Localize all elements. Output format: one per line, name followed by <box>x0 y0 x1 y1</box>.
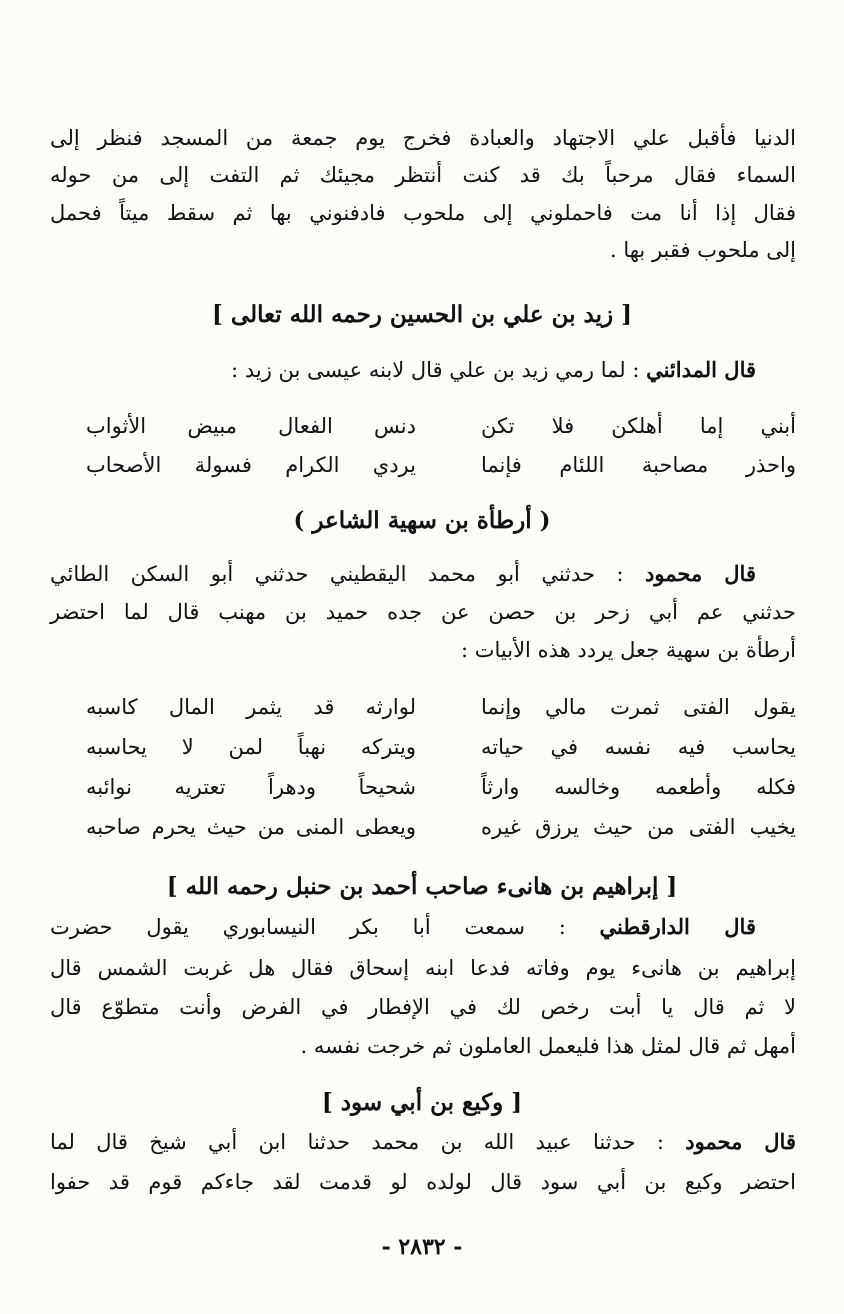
text-line: أرطأة بن سهية جعل يردد هذه الأبيات : <box>460 638 796 662</box>
text-line: إبراهيم بن هانىء يوم وفاته فدعا ابنه إسحاق فقال هل غربت الشمس قال <box>50 956 796 980</box>
verse-second-hemistich: ويعطى المنى من حيث يحرم صاحبه <box>86 815 416 839</box>
verse-line <box>50 769 796 805</box>
verse-line <box>50 689 796 725</box>
intro-text: : حدثني أبو محمد اليقطيني حدثني أبو السكن الطائي <box>50 562 646 586</box>
section-intro <box>50 1125 796 1159</box>
page-number: - ٢٨٣٢ - <box>381 1234 463 1260</box>
verse-line <box>50 447 796 483</box>
narrator-name: قال المدائني <box>646 357 756 382</box>
text-line: إلى ملحوب فقبر بها . <box>610 238 796 262</box>
verse-second-hemistich: ويتركه نهباً لمن لا يحاسبه <box>86 735 416 759</box>
verse-second-hemistich: لوارثه قد يثمر المال كاسبه <box>86 695 416 719</box>
text-line: فقال إذا أنا مت فاحملوني إلى ملحوب فادفنوني بها ثم سقط ميتاً فحمل <box>50 201 796 225</box>
verse-second-hemistich: شحيحاً ودهراً تعتريه نوائبه <box>86 775 416 799</box>
verse-first-hemistich: يخيب الفتى من حيث يرزق غيره <box>481 815 796 839</box>
narrator-name: قال محمود <box>645 561 756 586</box>
narrator-name: قال الدارقطني <box>599 914 756 939</box>
verse-first-hemistich: يحاسب فيه نفسه في حياته <box>481 735 796 759</box>
intro-text: : حدثنا عبيد الله بن محمد حدثنا ابن أبي شيخ قال لما <box>50 1130 686 1154</box>
verse-line <box>50 809 796 845</box>
verse-second-hemistich: يردي الكرام فسولة الأصحاب <box>86 453 416 477</box>
section-intro <box>50 557 756 591</box>
text-line: لا ثم قال يا أبت رخص لك في الإفطار في الفرض وأنت متطوّع قال <box>50 995 796 1019</box>
verse-first-hemistich: أبني إما أهلكن فلا تكن <box>481 414 796 438</box>
verse-first-hemistich: فكله وأطعمه وخالسه وارثاً <box>481 775 796 799</box>
section-intro <box>50 910 756 944</box>
intro-text: : لما رمي زيد بن علي قال لابنه عيسى بن زيد : <box>231 358 647 382</box>
verse-first-hemistich: واحذر مصاحبة اللئام فإنما <box>481 453 796 477</box>
section-heading: [ إبراهيم بن هانىء صاحب أحمد بن حنبل رحمه الله ] <box>166 873 678 900</box>
verse-first-hemistich: يقول الفتى ثمرت مالي وإنما <box>481 695 796 719</box>
text-line: احتضر وكيع بن أبي سود قال لولده لو قدمت لقد جاءكم قوم قد حفوا <box>50 1170 796 1194</box>
verse-line <box>50 408 796 444</box>
section-heading: ( أرطأة بن سهية الشاعر ) <box>293 507 551 534</box>
text-line: السماء فقال مرحباً بك قد كنت أنتظر مجيئك ثم التفت إلى من حوله <box>50 163 796 187</box>
section-heading: [ زيد بن علي بن الحسين رحمه الله تعالى ] <box>212 301 632 328</box>
intro-text: : سمعت أبا بكر النيسابوري يقول حضرت <box>50 915 600 939</box>
narrator-name: قال محمود <box>685 1129 796 1154</box>
text-line: الدنيا فأقبل علي الاجتهاد والعبادة فخرج يوم جمعة من المسجد فنظر إلى <box>50 126 796 150</box>
text-line: أمهل ثم قال لمثل هذا فليعمل العاملون ثم خرجت نفسه . <box>300 1034 796 1058</box>
verse-line <box>50 729 796 765</box>
verse-second-hemistich: دنس الفعال مبيض الأثواب <box>86 414 416 438</box>
section-heading: [ وكيع بن أبي سود ] <box>321 1089 523 1116</box>
section-intro <box>50 353 756 387</box>
text-line: حدثني عم أبي زحر بن حصن عن جده حميد بن مهنب قال لما احتضر <box>50 600 796 624</box>
